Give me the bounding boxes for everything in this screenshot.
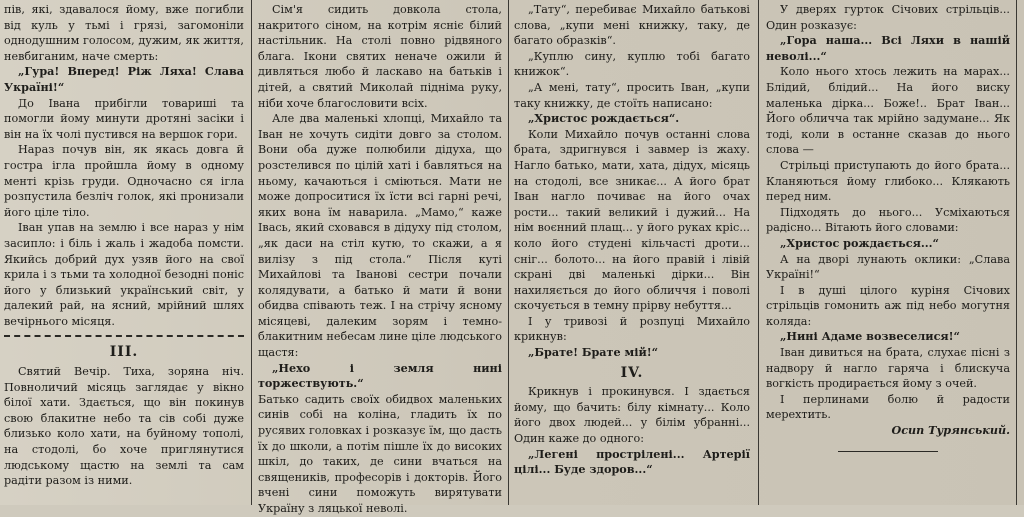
column-3 — [514, 2, 750, 503]
paragraph: У дверях гурток Січових стрільців... Один розказує: — [766, 3, 1010, 32]
paragraph: Батько садить своїх обидвох маленьких синів собі на коліна, гладить їх по русявих головках і розказує їм, що дасть їх до школи, а потім пішле їх до високих шкіл, до таких, де сини вчаться на священиків, професорів і докторів. Його вчені сини поможуть вирятувати Україну з ляцької неволі. — [258, 392, 502, 515]
paragraph: До Івана прибігли товариші та помогли йому минути дротяні засіки і він на їх чолі пустився на вершок гори. — [4, 96, 244, 141]
cry-line: „Брате! Брате мій!“ — [528, 345, 659, 360]
section-divider — [4, 335, 244, 337]
column-rule — [758, 0, 759, 505]
quote-line: „Христос рождається“. — [528, 111, 680, 126]
quote-line: „Легені прострілені... Артерії цілі... Буде здоров...“ — [514, 446, 750, 477]
column-1 — [4, 2, 244, 503]
paragraph: Коли Михайло почув останні слова брата, здригнувся і завмер із жаху. Нагло батько, мати, хата, дідух, місяць на стодолі, все зникає... А його брат Іван нагло почиває на його очах рости... такий великий і дужий... На нім воєнний плащ... у його руках кріс... коло його студені кільчасті дроти... сніг... болото... на його правій і лівій скрані дві маленькі дірки... Він нахиляється до його обличчя і поволі скочується в темну прірву небуття... — [514, 127, 750, 313]
column-rule — [251, 0, 252, 505]
paragraph: Стрільці приступають до його брата... Кланяються йому глибоко... Клякають перед ним. — [766, 158, 1010, 204]
paragraph: Коло нього хтось лежить на марах... Блідий, блідий... На його виску маленька дірка... Боже!.. Брат Іван... Його обличча так мрійно задумане... Як тоді, коли в останне сказав до нього слова — — [766, 65, 1010, 157]
paragraph: Крикнув і прокинувся. І здається йому, що бачить: білу кімнату... Коло його двох людей... у білім убранні... Один каже до одного: — [514, 385, 750, 446]
section-heading: III. — [109, 344, 139, 361]
column-rule — [508, 0, 509, 505]
paragraph: Сім'я сидить довкола стола, накритого сіном, на котрім ясніє білий настільник. На столі повно рідвяного блага. Ікони святих неначе ожили й дивляться любо й ласкаво на батьків і дітей, а святий Миколай підніма руку, ніби хоче благословити всіх. — [258, 3, 502, 110]
paragraph: А на дворі лунають оклики: „Слава Україні!“ — [766, 252, 1010, 282]
author-signature: Осип Турянський. — [891, 423, 1010, 438]
carol-line: „Нехо і земля нині торжествують.“ — [258, 360, 502, 391]
paragraph: І перлинами болю й радости мерехтить. — [766, 392, 1010, 422]
paragraph: Нараз почув він, як якась довга й гостра ігла пройшла йому в одному менті крізь груди. Одночасно ся ігла розпустила безліч голок, які пронизали його ціле тіло. — [4, 143, 244, 219]
column-4 — [766, 2, 1010, 503]
paragraph: І в душі цілого куріня Січових стрільців гомонить аж під небо могутня коляда: — [766, 283, 1010, 328]
paragraph: „Куплю сину, куплю тобі багато книжок“. — [514, 49, 750, 79]
paragraph: Підходять до нього... Усміхаються радісно... Вітають його словами: — [766, 205, 1010, 235]
section-heading: IV. — [620, 364, 644, 381]
paragraph: пів, які, здавалося йому, вже погибли від куль у тьмі і грязі, загомоніли однодушним голосом, дужим, як життя, невбиганим, наче смерть: — [4, 3, 244, 63]
paragraph: „А мені, тату“, просить Іван, „купи таку книжку, де стоїть написано: — [514, 80, 750, 110]
column-rule — [1016, 0, 1017, 505]
paragraph: Іван дивиться на брата, слухає пісні з надвору й нагло гаряча і блискуча вогкість продирається йому з очей. — [766, 346, 1010, 391]
quote-line: „Христос рождається...“ — [780, 235, 939, 250]
carol-line: „Нині Адаме возвеселися!“ — [780, 329, 960, 344]
paragraph: Святий Вечір. Тиха, зоряна ніч. Повноличий місяць заглядає у вікно білої хати. Здається, що він покинув свою блакитне небо та сів собі дуже близько коло хати, на буйному тополі, на стодолі, бо хоче приглянутися людському щастю на землі та сам радіти разом із ними. — [4, 365, 244, 488]
paragraph: Але два маленькі хлопці, Михайло та Іван не хочуть сидіти довго за столом. Вони оба дуже полюбили дідуха, що розстелився по цілій хаті і бавляться на ньому, качаються і сміються. Мати не може допроситися їх їсти всі гарні речі, яких вона їм наварила. „Мамо,“ каже Івась, який сховався в дідуху під столом, „як даси на стіл кутю, то скажи, а я вилізу з під стола.“ Після куті Михайлові та Іванові сестри почали колядувати, а батько й мати й вони обидва співають теж. І на стрічу ясному місяцеві, далеким зорям і темно-блакитним небесам лине ціле людського щастя: — [258, 112, 502, 360]
paragraph: І у тривозі й розпуці Михайло крикнув: — [514, 314, 750, 344]
quote-line: „Гора наша... Всі Ляхи в нашій неволі...“ — [766, 33, 1010, 63]
battle-cry: „Гура! Вперед! Ріж Ляха! Слава Україні!“ — [4, 64, 244, 94]
paragraph: „Тату“, перебиває Михайло батькові слова, „купи мені книжку, таку, де багато образків“. — [514, 3, 750, 48]
end-rule — [838, 451, 938, 452]
paragraph: Іван упав на землю і все нараз у нім засипло: і біль і жаль і жадоба помсти. Якийсь добрий дух узяв його на свої крила і з тьми та холодної безодні поніс його у близький український світ, у далекий рай, на ясний, мрійний шлях вечірнього місяця. — [4, 221, 244, 328]
column-2 — [258, 2, 502, 515]
